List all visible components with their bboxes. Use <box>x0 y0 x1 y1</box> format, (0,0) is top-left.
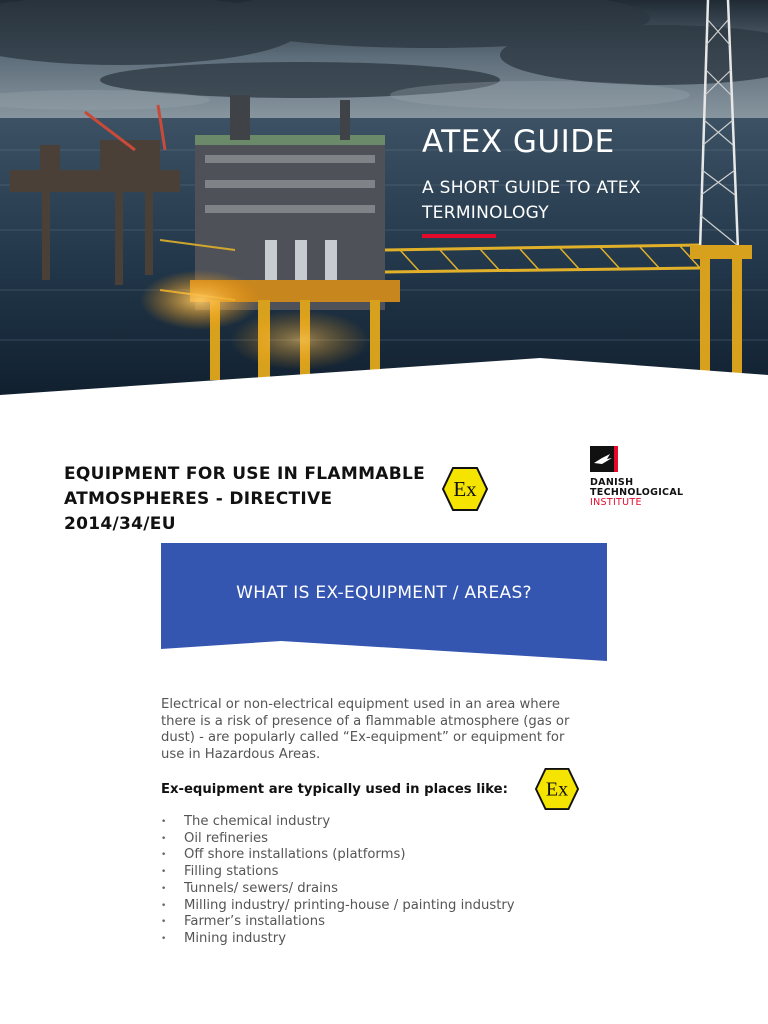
hero-accent-bar <box>422 234 496 238</box>
ex-icon-label: Ex <box>453 477 477 501</box>
ex-icon-label-2: Ex <box>545 778 569 801</box>
list-item: • Farmer’s installations <box>161 914 515 931</box>
logo-line-1: DANISH <box>590 477 634 488</box>
list-item: • Off shore installations (platforms) <box>161 847 515 864</box>
hero-title: ATEX GUIDE <box>422 124 615 160</box>
list-item: • Filling stations <box>161 864 515 881</box>
dti-logo-icon <box>590 446 618 472</box>
ex-hazard-icon <box>441 466 489 512</box>
places-heading: Ex-equipment are typically used in places like: <box>161 782 508 797</box>
list-item: • Milling industry/ printing-house / painting industry <box>161 898 515 915</box>
list-item: • Oil refineries <box>161 831 515 848</box>
places-list <box>161 814 515 948</box>
logo-line-3: INSTITUTE <box>590 497 642 508</box>
intro-paragraph: Electrical or non-electrical equipment used in an area where there is a risk of presence of a flammable atmosphere (gas or dust) - are popularly called “Ex-equipment” or equipment for use in Hazardous Areas. <box>161 697 570 762</box>
logo-line-2: TECHNOLOGICAL <box>590 487 684 498</box>
hero-subtitle: A SHORT GUIDE TO ATEX TERMINOLOGY <box>422 178 641 223</box>
dti-logo <box>590 446 720 508</box>
ex-hazard-icon-2 <box>533 767 581 811</box>
list-item: • Mining industry <box>161 931 515 948</box>
banner-title: WHAT IS EX-EQUIPMENT / AREAS? <box>236 583 532 603</box>
hero-photo <box>0 0 768 400</box>
list-item: • Tunnels/ sewers/ drains <box>161 881 515 898</box>
dti-logo-text <box>590 478 720 508</box>
section-banner <box>161 543 607 661</box>
list-item: • The chemical industry <box>161 814 515 831</box>
directive-heading: EQUIPMENT FOR USE IN FLAMMABLE ATMOSPHERES - DIRECTIVE 2014/34/EU <box>64 464 426 534</box>
